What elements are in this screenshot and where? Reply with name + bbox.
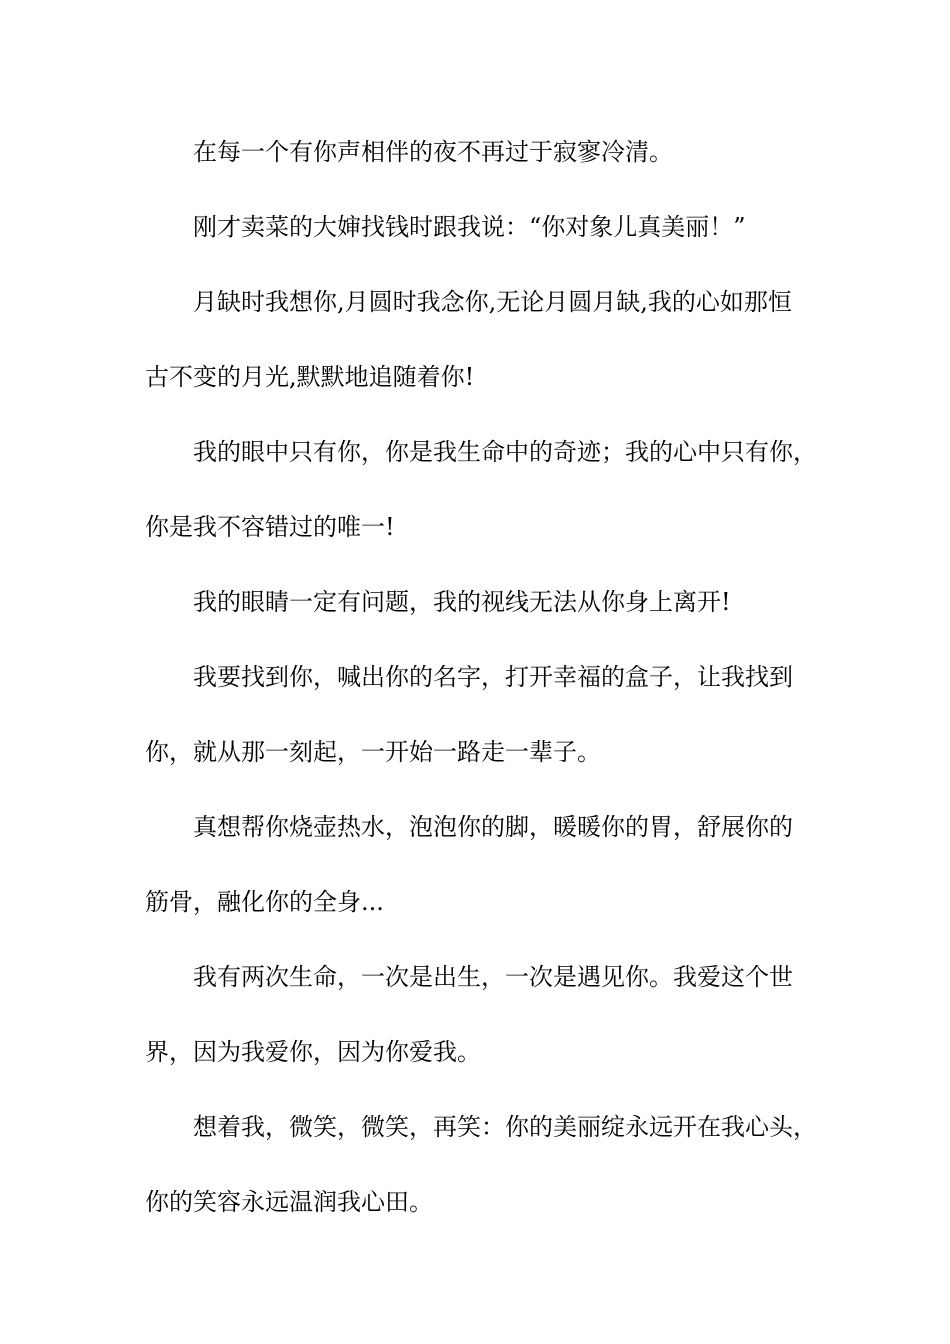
paragraph-line: 你，就从那一刻起，一开始一路走一辈子。: [145, 738, 601, 766]
paragraph-line: 在每一个有你声相伴的夜不再过于寂寥冷清。: [193, 138, 673, 166]
paragraph-line: 你的笑容永远温润我心田。: [145, 1188, 433, 1216]
paragraph-line: 想着我，微笑，微笑，再笑：你的美丽绽永远开在我心头，: [193, 1113, 817, 1141]
paragraph-line: 我要找到你，喊出你的名字，打开幸福的盒子，让我找到: [193, 663, 793, 691]
paragraph-line: 筋骨，融化你的全身...: [145, 888, 384, 916]
paragraph-line: 古不变的月光,默默地追随着你!: [145, 363, 475, 391]
paragraph-line: 我的眼睛一定有问题，我的视线无法从你身上离开!: [193, 588, 731, 616]
paragraph-line: 月缺时我想你,月圆时我念你,无论月圆月缺,我的心如那恒: [193, 288, 792, 316]
paragraph-line: 真想帮你烧壶热水，泡泡你的脚，暖暖你的胃，舒展你的: [193, 813, 793, 841]
paragraph-line: 界，因为我爱你，因为你爱我。: [145, 1038, 481, 1066]
paragraph-line: 刚才卖菜的大婶找钱时跟我说：“你对象儿真美丽！”: [193, 213, 746, 241]
paragraph-line: 我有两次生命，一次是出生，一次是遇见你。我爱这个世: [193, 963, 793, 991]
paragraph-line: 我的眼中只有你，你是我生命中的奇迹；我的心中只有你，: [193, 438, 817, 466]
paragraph-line: 你是我不容错过的唯一!: [145, 513, 395, 541]
document-body: [145, 128, 825, 1253]
